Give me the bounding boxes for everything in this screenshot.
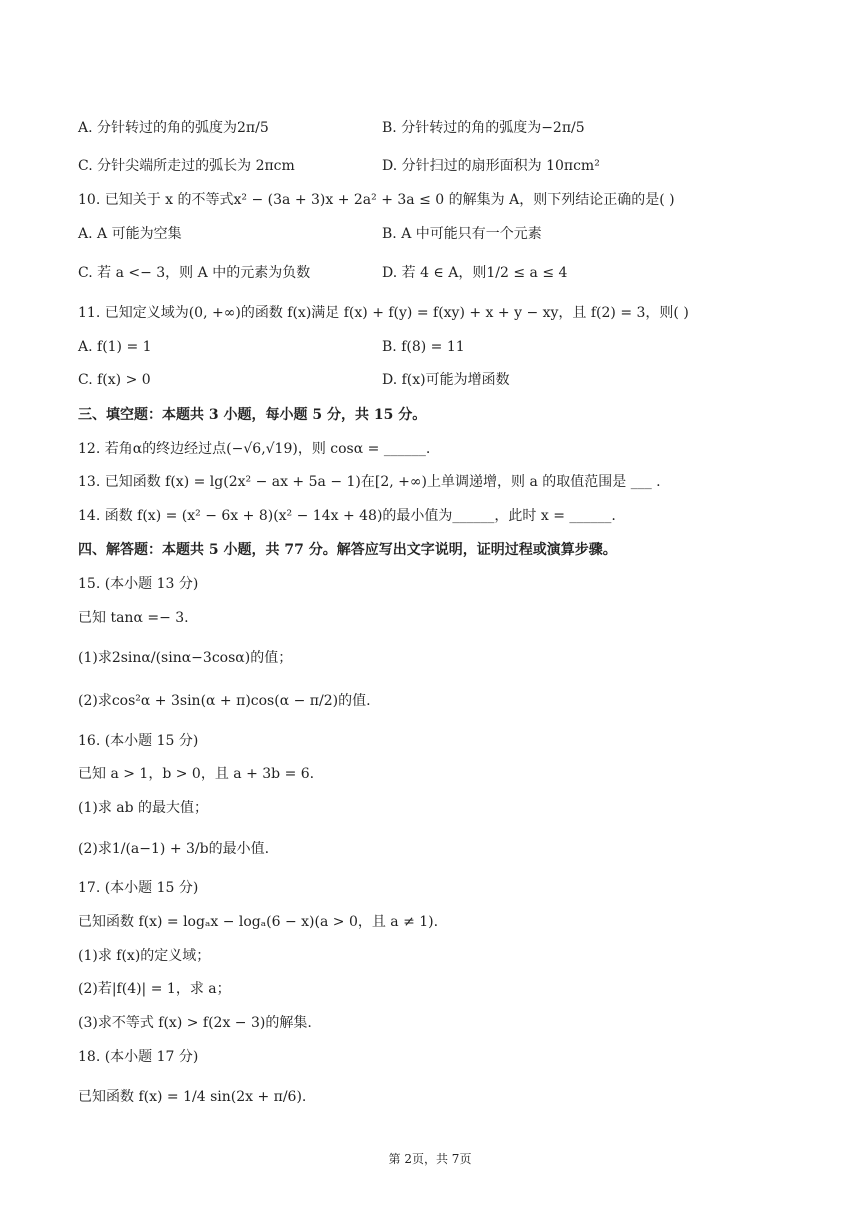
section-4-heading: 四、解答题：本题共 5 小题，共 77 分。解答应写出文字说明，证明过程或演算步骤。 [78,542,617,558]
q11-option-d: D. f(x)可能为增函数 [382,372,510,388]
q18-heading: 18. (本小题 17 分) [78,1049,199,1065]
q10-stem: 10. 已知关于 x 的不等式x² − (3a + 3)x + 2a² + 3a ≤ 0 的解集为 A，则下列结论正确的是( ) [78,192,675,208]
q9-option-b: B. 分针转过的角的弧度为−2π/5 [382,120,585,136]
q18-given: 已知函数 f(x) = 1/4 sin(2x + π/6). [78,1089,307,1105]
q10-option-c: C. 若 a <− 3，则 A 中的元素为负数 [78,265,311,281]
q16-given: 已知 a > 1，b > 0，且 a + 3b = 6. [78,766,315,782]
q15-part-2: (2)求cos²α + 3sin(α + π)cos(α − π/2)的值. [78,693,371,709]
q17-given: 已知函数 f(x) = logₐx − logₐ(6 − x)(a > 0，且 a ≠ 1). [78,914,439,930]
q16-heading: 16. (本小题 15 分) [78,733,199,749]
q13: 13. 已知函数 f(x) = lg(2x² − ax + 5a − 1)在[2, +∞)上单调递增，则 a 的取值范围是 ___ . [78,474,661,490]
q14: 14. 函数 f(x) = (x² − 6x + 8)(x² − 14x + 48)的最小值为______，此时 x = ______. [78,508,616,524]
section-3-heading: 三、填空题：本题共 3 小题，每小题 5 分，共 15 分。 [78,407,427,423]
q16-part-2: (2)求1/(a−1) + 3/b的最小值. [78,841,270,857]
q9-option-c: C. 分针尖端所走过的弧长为 2πcm [78,158,295,174]
q15-heading: 15. (本小题 13 分) [78,576,199,592]
q15-given: 已知 tanα =− 3. [78,610,189,626]
q11-option-b: B. f(8) = 11 [382,339,465,355]
q10-option-b: B. A 中可能只有一个元素 [382,226,542,242]
q15-part-1: (1)求2sinα/(sinα−3cosα)的值； [78,650,293,666]
q17-heading: 17. (本小题 15 分) [78,880,199,896]
q11-option-c: C. f(x) > 0 [78,372,151,388]
q9-option-a: A. 分针转过的角的弧度为2π/5 [78,120,269,136]
q10-option-a: A. A 可能为空集 [78,226,182,242]
q11-option-a: A. f(1) = 1 [78,339,152,355]
q12: 12. 若角α的终边经过点(−√6,√19)，则 cosα = ______. [78,441,431,457]
q10-option-d: D. 若 4 ∈ A，则1/2 ≤ a ≤ 4 [382,265,568,281]
q11-stem: 11. 已知定义域为(0, +∞)的函数 f(x)满足 f(x) + f(y) = f(xy) + x + y − xy，且 f(2) = 3，则( ) [78,305,689,321]
q9-option-d: D. 分针扫过的扇形面积为 10πcm² [382,158,600,174]
q17-part-1: (1)求 f(x)的定义域； [78,948,211,964]
q17-part-3: (3)求不等式 f(x) > f(2x − 3)的解集. [78,1015,312,1031]
q16-part-1: (1)求 ab 的最大值； [78,800,209,816]
q17-part-2: (2)若|f(4)| = 1，求 a； [78,981,231,997]
page-footer: 第 2页，共 7页 [388,1152,472,1166]
